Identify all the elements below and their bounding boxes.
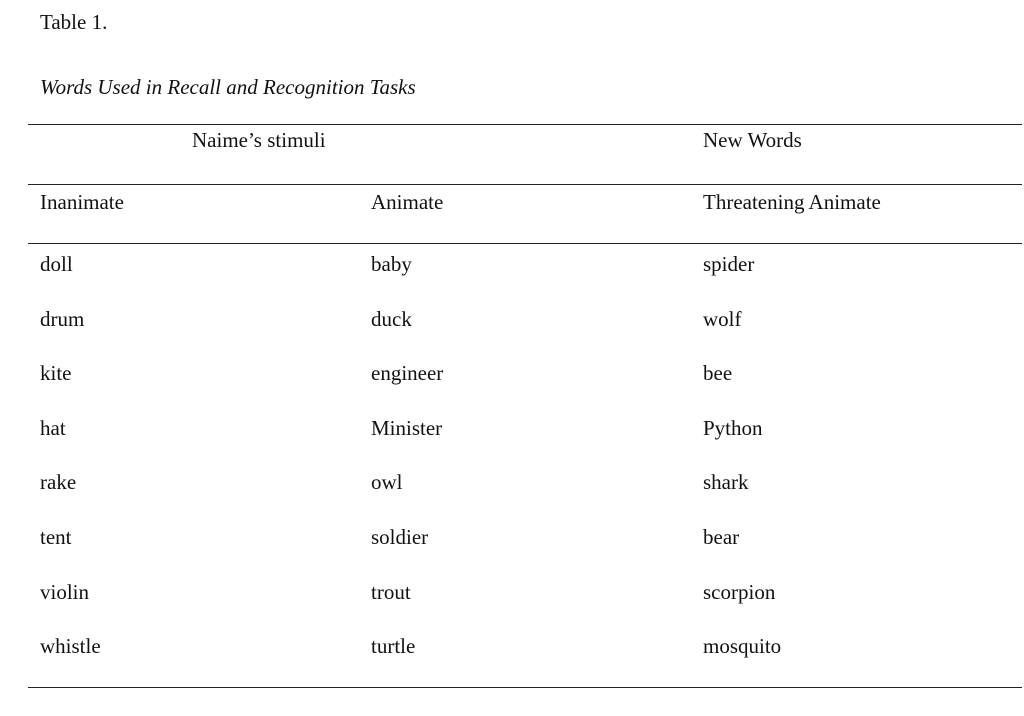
table-cell: bear bbox=[703, 525, 740, 549]
table-cell: shark bbox=[703, 470, 749, 495]
table-cell: bee bbox=[703, 361, 733, 386]
table-cell: soldier bbox=[371, 525, 429, 549]
table-cell: doll bbox=[40, 252, 73, 276]
column-header-animate: Animate bbox=[371, 190, 444, 214]
header-rule bbox=[28, 243, 1022, 244]
column-header-inanimate: Inanimate bbox=[40, 190, 124, 214]
table-cell: Minister bbox=[371, 415, 443, 440]
column-header-threatening-animate: Threatening Animate bbox=[703, 190, 881, 214]
table-title: Words Used in Recall and Recognition Tasks bbox=[40, 75, 416, 99]
table-cell: mosquito bbox=[703, 634, 782, 659]
table-cell: drum bbox=[40, 306, 85, 331]
group-header-rule bbox=[28, 184, 1022, 185]
table-cell: baby bbox=[371, 252, 412, 276]
table-cell: kite bbox=[40, 361, 72, 386]
table-label: Table 1. bbox=[40, 10, 108, 34]
table-cell: engineer bbox=[371, 361, 444, 386]
table-cell: trout bbox=[371, 579, 411, 604]
table-cell: rake bbox=[40, 470, 77, 495]
table-cell: Python bbox=[703, 415, 763, 440]
table-cell: violin bbox=[40, 579, 90, 604]
table-cell: turtle bbox=[371, 634, 416, 659]
bottom-rule bbox=[28, 687, 1022, 688]
group-header-new-words: New Words bbox=[703, 128, 802, 152]
table-cell: owl bbox=[371, 470, 403, 495]
table-cell: scorpion bbox=[703, 579, 776, 604]
table-cell: spider bbox=[703, 252, 755, 276]
table-cell: tent bbox=[40, 525, 72, 549]
table-cell: hat bbox=[40, 415, 66, 440]
table-cell: wolf bbox=[703, 306, 742, 331]
group-header-naime-stimuli: Naime’s stimuli bbox=[192, 128, 326, 152]
table-cell: duck bbox=[371, 306, 412, 331]
top-rule bbox=[28, 124, 1022, 125]
table-cell: whistle bbox=[40, 634, 101, 659]
